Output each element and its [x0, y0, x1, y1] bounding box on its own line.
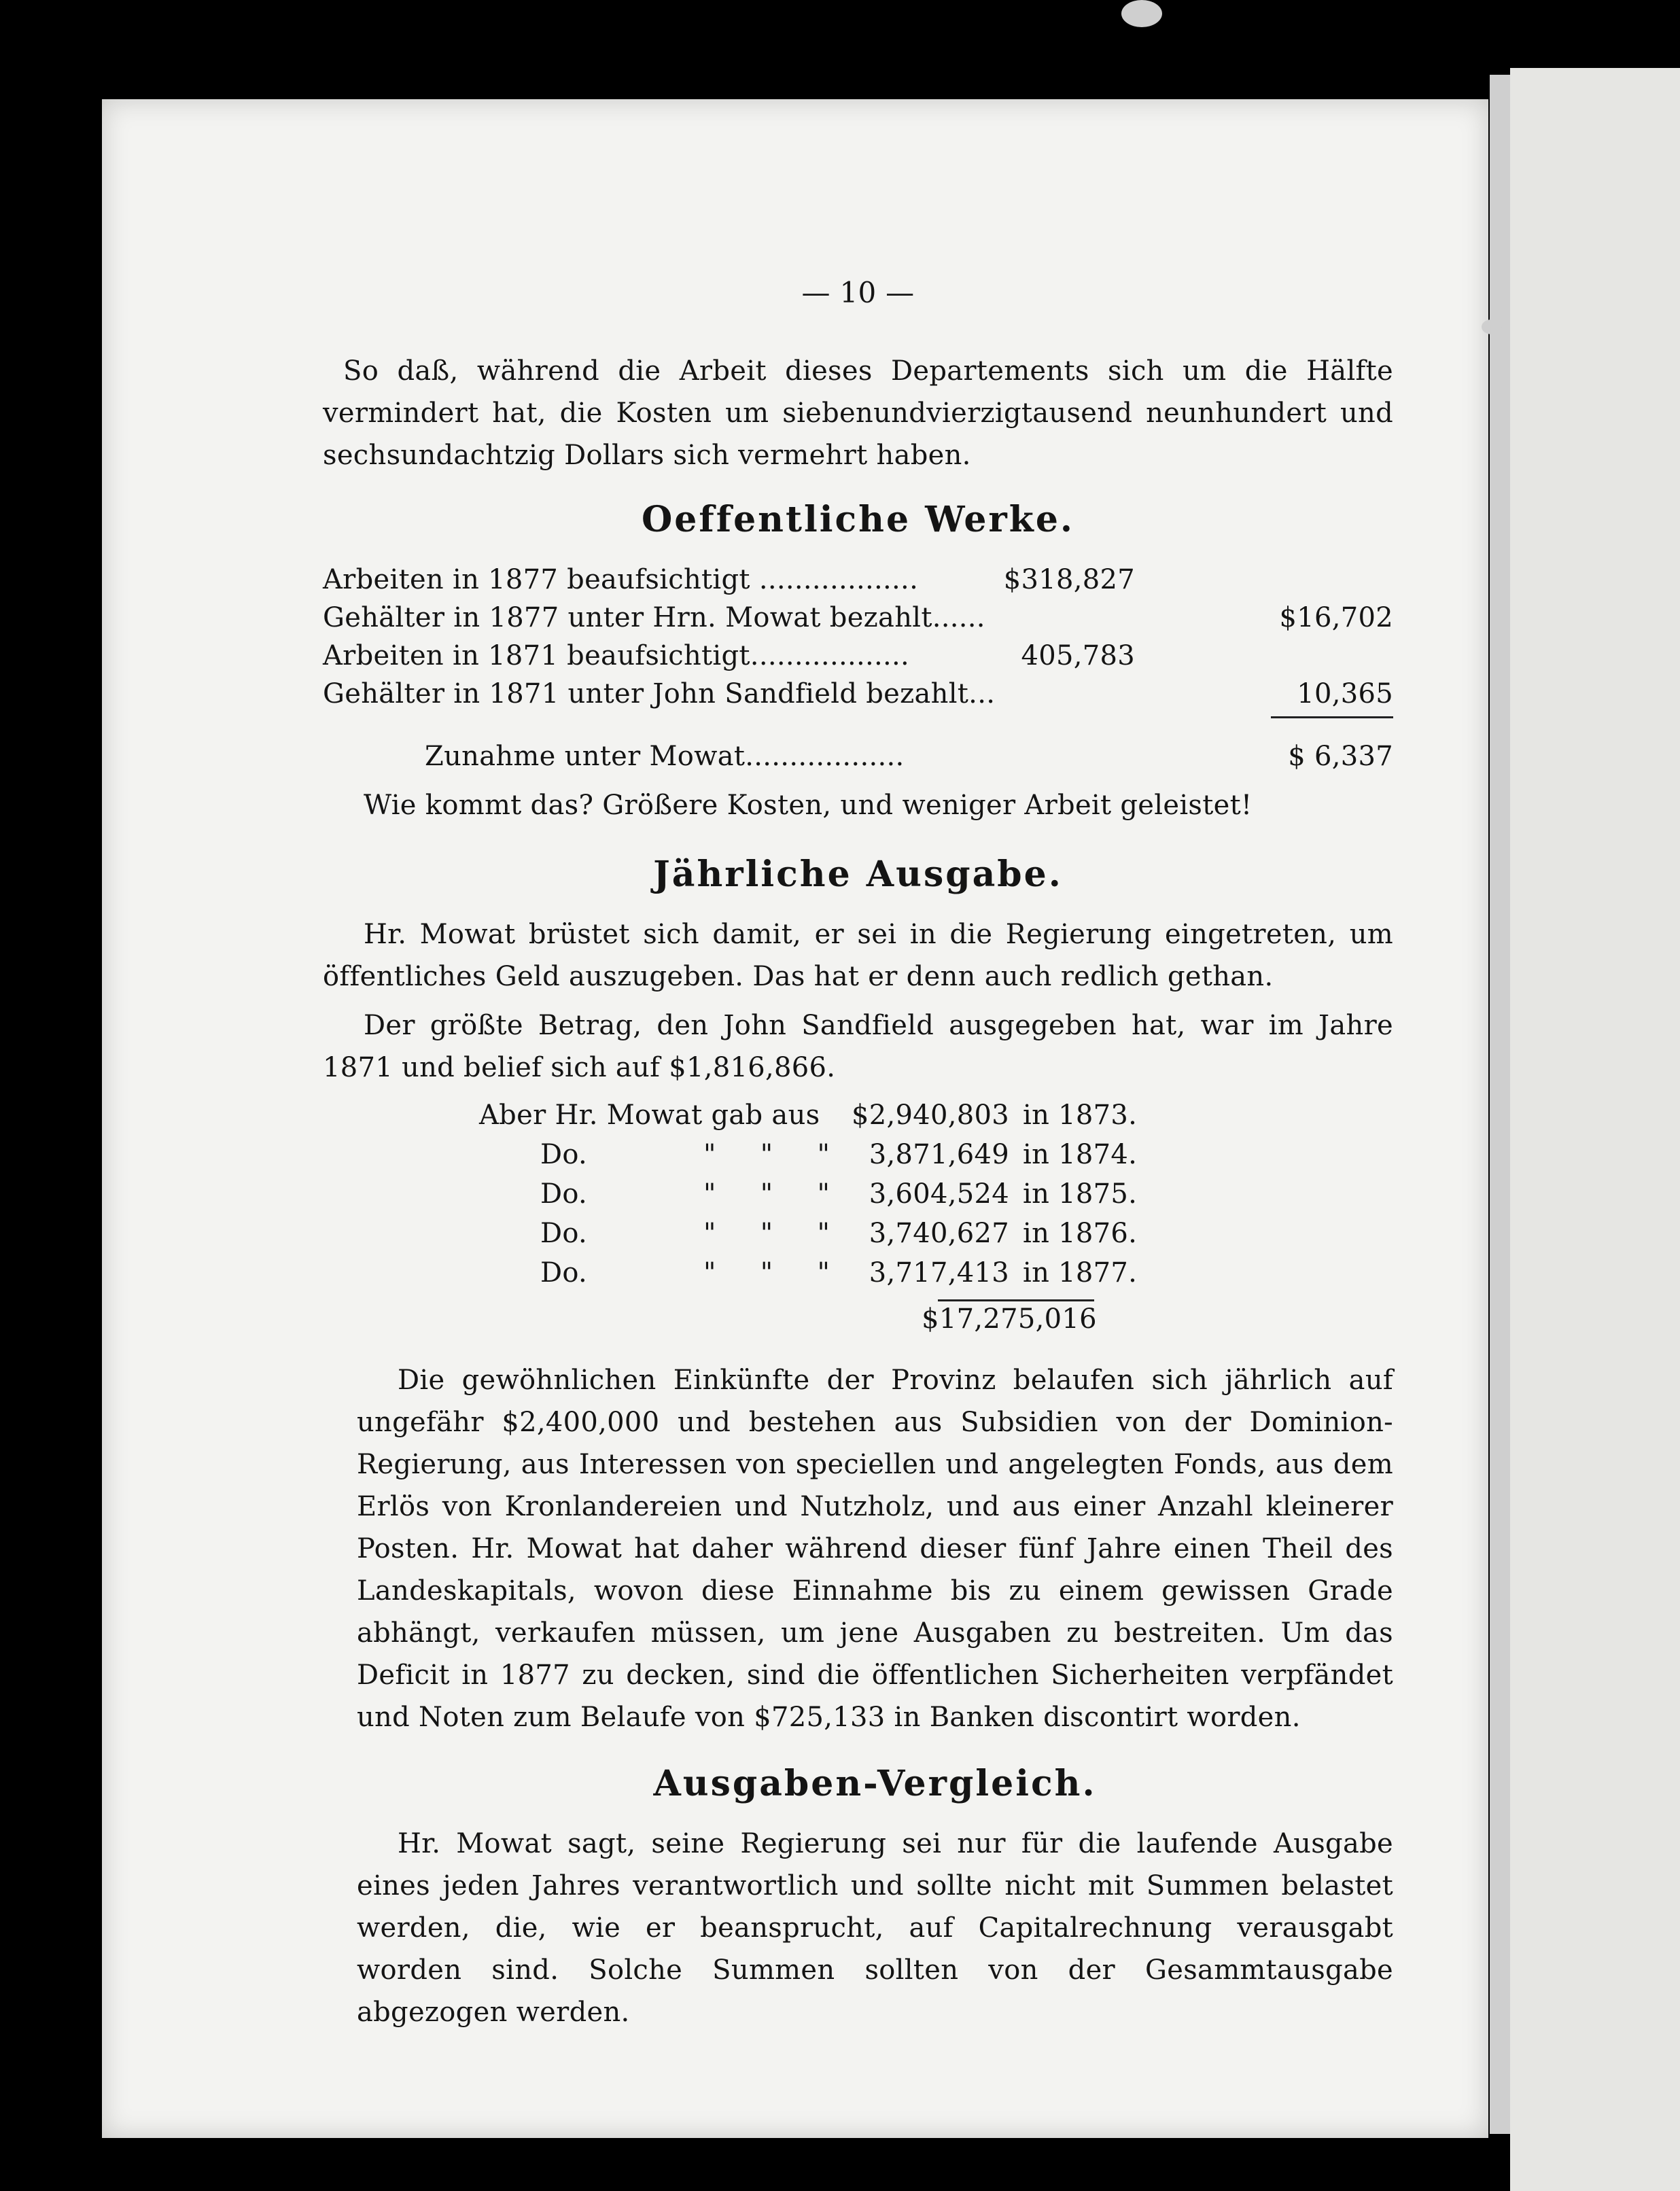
- spend-amount: 3,740,627: [869, 1218, 1009, 1249]
- paragraph: Der größte Betrag, den John Sandfield ausgegeben hat, war im Jahre 1871 und belief sich auf $1,816,866.: [323, 1010, 1393, 1083]
- spend-label: Do.: [540, 1139, 588, 1170]
- spending-table: [323, 1094, 1393, 1335]
- spend-year: in 1873.: [1023, 1100, 1138, 1131]
- ditto-marks: " " ": [703, 1257, 830, 1289]
- paragraph: Hr. Mowat brüstet sich damit, er sei in die Regierung eingetreten, um öffentliches Geld auszugeben. Das hat er denn auch redlich gethan.: [323, 919, 1393, 992]
- spend-year: in 1876.: [1023, 1218, 1138, 1249]
- intro-paragraph: So daß, während die Arbeit dieses Departements sich um die Hälfte vermindert hat, die Kosten um siebenundvierzigtausend neunhundert und sechsundachtzig Dollars sich vermehrt haben.: [323, 355, 1393, 471]
- spend-amount: 3,871,649: [869, 1139, 1009, 1170]
- ledger-label: Gehälter in 1877 unter Hrn. Mowat bezahlt......: [323, 602, 985, 633]
- ledger-amount: 405,783: [1021, 640, 1135, 671]
- sum-rule: [1271, 716, 1393, 718]
- ledger-amount: $318,827: [1003, 564, 1135, 595]
- ledger-amount: 10,365: [1297, 678, 1393, 709]
- spend-year: in 1875.: [1023, 1178, 1138, 1210]
- paragraph: Hr. Mowat sagt, seine Regierung sei nur für die laufende Ausgabe eines jeden Jahres verantwortlich und sollte nicht mit Summen belastet werden, die, wie er beansprucht, auf Capitalrechnung verausgabt worden sind. Solche Summen sollten von der Gesammtausgabe abgezogen werden.: [357, 1828, 1393, 2028]
- book-spine: [1490, 75, 1510, 2134]
- spend-label: Do.: [540, 1218, 588, 1249]
- public-works-ledger: [323, 559, 1393, 729]
- ledger-row: [323, 559, 1393, 599]
- ledger-amount: $16,702: [1279, 602, 1393, 633]
- spend-total: $17,275,016: [922, 1303, 1097, 1335]
- spend-amount: 3,604,524: [869, 1178, 1009, 1210]
- spend-label: Do.: [540, 1257, 588, 1289]
- ledger-label: Arbeiten in 1871 beaufsichtigt..................: [323, 640, 910, 671]
- spend-year: in 1877.: [1023, 1257, 1138, 1289]
- spend-label: Aber Hr. Mowat gab aus: [479, 1100, 820, 1131]
- ditto-marks: " " ": [703, 1218, 830, 1249]
- ledger-label: Gehälter in 1871 unter John Sandfield bezahlt...: [323, 678, 996, 709]
- ledger-label: Arbeiten in 1877 beaufsichtigt ..................: [323, 564, 919, 595]
- section-heading-expenditure-comparison: Ausgaben-Vergleich.: [653, 1763, 1097, 1804]
- spend-amount: 3,717,413: [869, 1257, 1009, 1289]
- ditto-marks: " " ": [703, 1139, 830, 1170]
- ledger-row: [323, 597, 1393, 637]
- scan-artifact: [1482, 319, 1502, 334]
- page-number: — 10 —: [801, 276, 915, 309]
- section-heading-public-works: Oeffentliche Werke.: [641, 499, 1075, 540]
- scan-artifact: [1121, 0, 1162, 27]
- ledger-amount: $ 6,337: [1288, 741, 1393, 772]
- spend-amount: $2,940,803: [851, 1100, 1009, 1131]
- ditto-marks: " " ": [703, 1178, 830, 1210]
- spend-year: in 1874.: [1023, 1139, 1138, 1170]
- section-heading-annual-expenditure: Jährliche Ausgabe.: [653, 854, 1063, 895]
- question-line: Wie kommt das? Größere Kosten, und weniger Arbeit geleistet!: [364, 790, 1253, 821]
- ledger-label: Zunahme unter Mowat..................: [425, 741, 905, 772]
- adjacent-page-edge: [1510, 68, 1680, 2191]
- ledger-row: [323, 635, 1393, 676]
- spend-label: Do.: [540, 1178, 588, 1210]
- paragraph: Die gewöhnlichen Einkünfte der Provinz belaufen sich jährlich auf ungefähr $2,400,000 und bestehen aus Subsidien von der Dominion-Regierung, aus Interessen von speciellen und angelegten Fonds, aus dem Erlös von Kronlandereien und Nutzholz, und aus einer Anzahl kleinerer Posten. Hr. Mowat hat daher während dieser fünf Jahre einen Theil des Landeskapitals, wovon diese Einnahme bis zu einem gewissen Grade abhängt, verkaufen müssen, um jene Ausgaben zu bestreiten. Um das Deficit in 1877 zu decken, sind die öffentlichen Sicherheiten verpfändet und Noten zum Belaufe von $725,133 in Banken discontirt worden.: [357, 1365, 1393, 1733]
- ledger-row: [323, 673, 1393, 714]
- ledger-row-total: [323, 735, 1393, 779]
